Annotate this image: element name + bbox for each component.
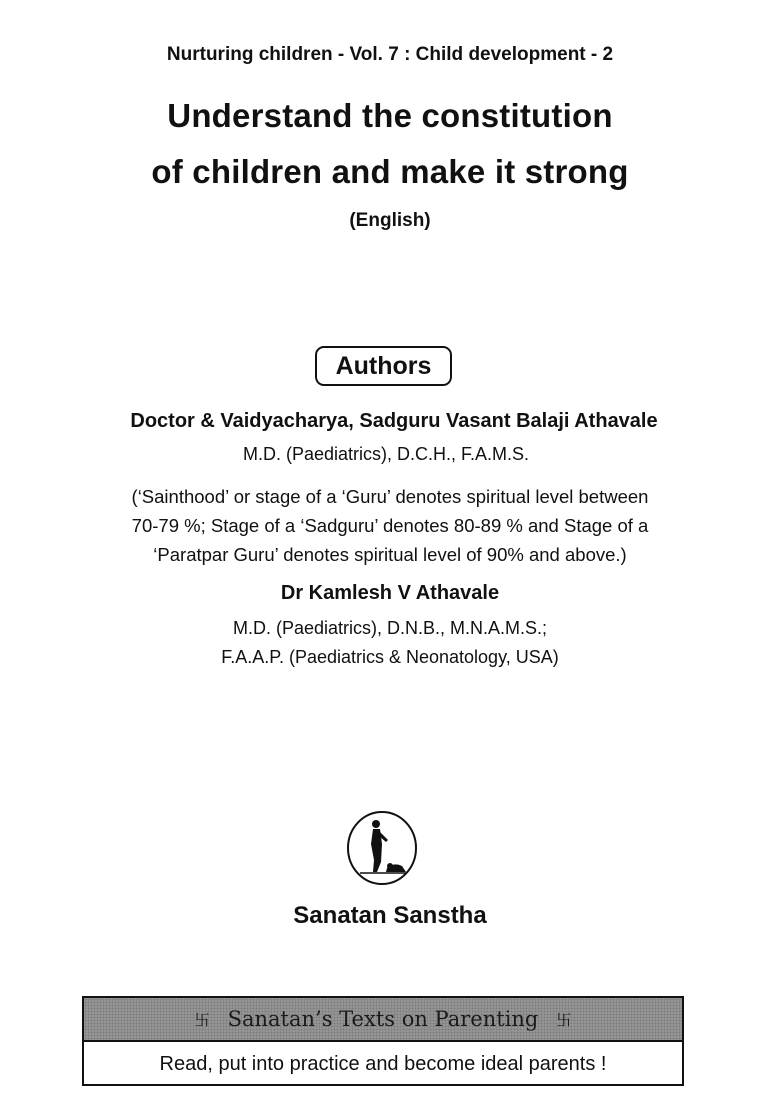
banner-tagline: Read, put into practice and become ideal parents ! (159, 1052, 607, 1075)
banner-title: Sanatan’s Texts on Parenting (227, 1007, 539, 1031)
guru-level-note (0, 482, 780, 569)
author2-name: Dr Kamlesh V Athavale (280, 582, 500, 604)
authors-heading: Authors (315, 346, 452, 386)
book-title (0, 88, 780, 200)
author2-degrees-line: F.A.A.P. (Paediatrics & Neonatology, USA) (221, 647, 559, 667)
series-line: Nurturing children - Vol. 7 : Child development - 2 (166, 44, 614, 65)
guru-disciple-logo-icon (346, 810, 418, 886)
publisher-name: Sanatan Sanstha (293, 902, 487, 929)
author2-degrees (0, 614, 780, 672)
swastika-icon: 卐 (194, 1010, 210, 1029)
swastika-icon: 卐 (556, 1010, 572, 1029)
title-line-2: of children and make it strong (151, 153, 629, 190)
series-banner (82, 996, 684, 1086)
note-line: (‘Sainthood’ or stage of a ‘Guru’ denotes spiritual level between (131, 486, 649, 507)
author2-degrees-line: M.D. (Paediatrics), D.N.B., M.N.A.M.S.; (232, 618, 548, 638)
author1-name: Doctor & Vaidyacharya, Sadguru Vasant Balaji Athavale (130, 410, 658, 432)
author1-degrees: M.D. (Paediatrics), D.C.H., F.A.M.S. (242, 444, 530, 464)
title-line-1: Understand the constitution (167, 97, 613, 134)
note-line: ‘Paratpar Guru’ denotes spiritual level of 90% and above.) (153, 544, 627, 565)
language-label: (English) (349, 210, 431, 231)
banner-title-row (84, 998, 682, 1042)
note-line: 70-79 %; Stage of a ‘Sadguru’ denotes 80-89 % and Stage of a (131, 515, 649, 536)
